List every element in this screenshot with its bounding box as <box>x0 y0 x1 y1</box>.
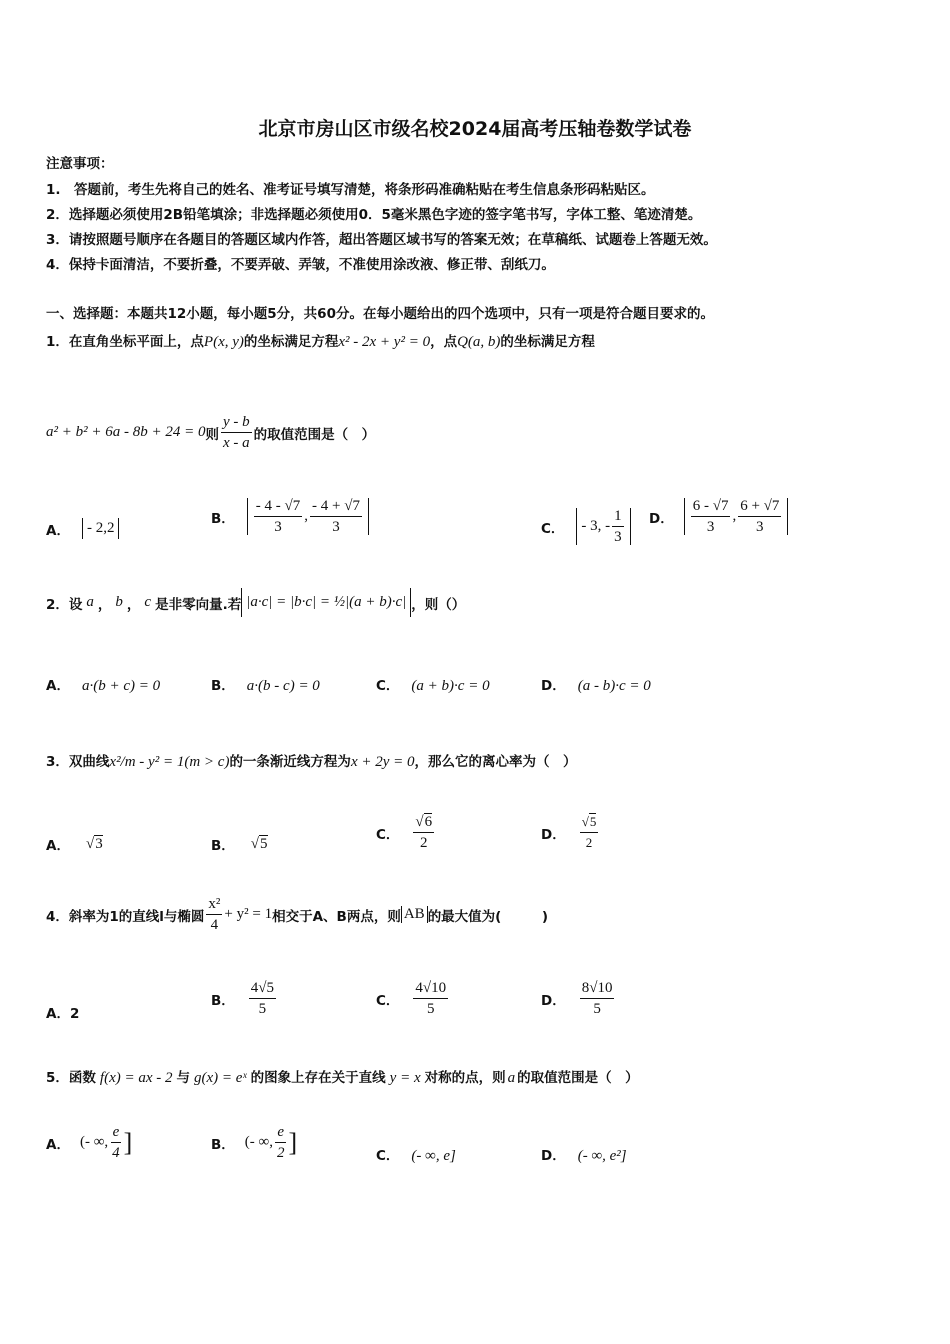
q1-text: 1．在直角坐标平面上，点 <box>46 334 204 350</box>
vector-c: c <box>144 594 152 610</box>
q5-option-d: D． (- ∞, e²] <box>541 1148 627 1164</box>
question-1-line2 <box>46 414 375 451</box>
q1-text: ，点 <box>430 334 458 350</box>
section-heading: 一、选择题：本题共12小题，每小题5分，共60分。在每小题给出的四个选项中，只有一项是符合题目要求的。 <box>46 306 714 322</box>
q1-option-c: C． - 3, - $\frac{1}{3}$ <box>541 508 631 545</box>
q1-option-d: D． $\frac{6 - √7}{3}$ , $\frac{6 + √7}{3}$ <box>649 498 788 535</box>
q4-option-a: A．2 <box>46 1006 80 1022</box>
notice-heading: 注意事项： <box>46 156 114 172</box>
q5-option-a: A． ( - ∞, $\frac{e}{4}$ ] <box>46 1124 133 1161</box>
question-1-line1 <box>46 330 595 351</box>
q5-option-b: B． ( - ∞, $\frac{e}{2}$ ] <box>211 1124 298 1161</box>
q4-option-b: B． $\frac{4√5}{5}$ <box>211 980 275 1017</box>
q3-option-d: D． $\frac{√5}{2}$ <box>541 814 597 850</box>
q5-g: g(x) = eˣ <box>194 1070 247 1086</box>
page-title: 北京市房山区市级名校2024届高考压轴卷数学试卷 <box>258 118 692 140</box>
question-2: 2．设 a ， b ， c 是非零向量.若 |a·c| = |b·c| = ½|(a + b)·c| ，则（） <box>46 588 465 617</box>
q4-option-d: D． $\frac{8√10}{5}$ <box>541 980 613 1017</box>
q2-option-c: C． (a + b)·c = 0 <box>376 678 490 694</box>
q1-point-p: P(x, y) <box>203 334 244 350</box>
question-4: 4．斜率为1的直线l与椭圆 $\frac{\text{x²}}{4}$ + y² = 1 相交于A、B两点，则 AB 的最大值为( ) <box>46 896 549 933</box>
q5-f: f(x) = ax - 2 <box>99 1070 173 1086</box>
q5-line: y = x <box>389 1070 421 1086</box>
q3-hyperbola: x²/m - y² = 1(m > c) <box>109 754 230 770</box>
q3-option-c: C． $\frac{√6}{2}$ <box>376 814 433 851</box>
notice-item: 3．请按照题号顺序在各题目的答题区域内作答，超出答题区域书写的答案无效；在草稿纸、试题卷上答题无效。 <box>46 232 717 248</box>
q4-option-c: C． $\frac{4√10}{5}$ <box>376 980 447 1017</box>
q3-option-a: A． √3 <box>46 835 103 854</box>
question-3: 3．双曲线x²/m - y² = 1(m > c)的一条渐近线方程为x + 2y = 0，那么它的离心率为（ ） <box>46 754 577 770</box>
vector-b: b <box>115 594 123 610</box>
q1-fraction: $\frac{y - b}{x - a}$ <box>222 414 250 451</box>
notice-item: 2．选择题必须使用2B铅笔填涂；非选择题必须使用0．5毫米黑色字迹的签字笔书写，字体工整、笔迹清楚。 <box>46 207 702 223</box>
q2-option-b: B． a·(b - c) = 0 <box>211 678 320 694</box>
q1-equation-2: a² + b² + 6a - 8b + 24 = 0 <box>46 424 206 440</box>
notice-item: 1. 答题前，考生先将自己的姓名、准考证号填写清楚，将条形码准确粘贴在考生信息条形码粘贴区。 <box>46 182 655 198</box>
notice-item: 4．保持卡面清洁，不要折叠，不要弄破、弄皱，不准使用涂改液、修正带、刮纸刀。 <box>46 257 555 273</box>
q5-option-c: C． (- ∞, e] <box>376 1148 456 1164</box>
q2-option-a: A． a·(b + c) = 0 <box>46 678 161 694</box>
q1-point-q: Q(a, b) <box>457 334 501 350</box>
q1-equation-1: x² - 2x + y² = 0 <box>338 334 431 350</box>
q4-ab-length: AB <box>401 906 428 923</box>
vector-a: a <box>86 594 94 610</box>
question-5: 5．函数 f(x) = ax - 2 与 g(x) = eˣ 的图象上存在关于直线 y = x 对称的点，则 a 的取值范围是（ ） <box>46 1070 639 1086</box>
q2-condition: |a·c| = |b·c| = ½|(a + b)·c| <box>241 588 411 617</box>
q1-option-b: B． $\frac{- 4 - √7}{3}$ , $\frac{- 4 + √7}{3}$ <box>211 498 369 535</box>
q1-text: 则 <box>205 426 219 443</box>
q2-option-d: D． (a - b)·c = 0 <box>541 678 651 694</box>
q3-asymptote: x + 2y = 0 <box>350 754 415 770</box>
q1-text: 的坐标满足方程 <box>500 334 595 350</box>
q1-text: 的坐标满足方程 <box>243 334 339 350</box>
q3-option-b: B． √5 <box>211 835 268 854</box>
q1-option-a: A． - 2,2 <box>46 518 119 539</box>
q1-text: 的取值范围是（ ） <box>253 426 376 443</box>
